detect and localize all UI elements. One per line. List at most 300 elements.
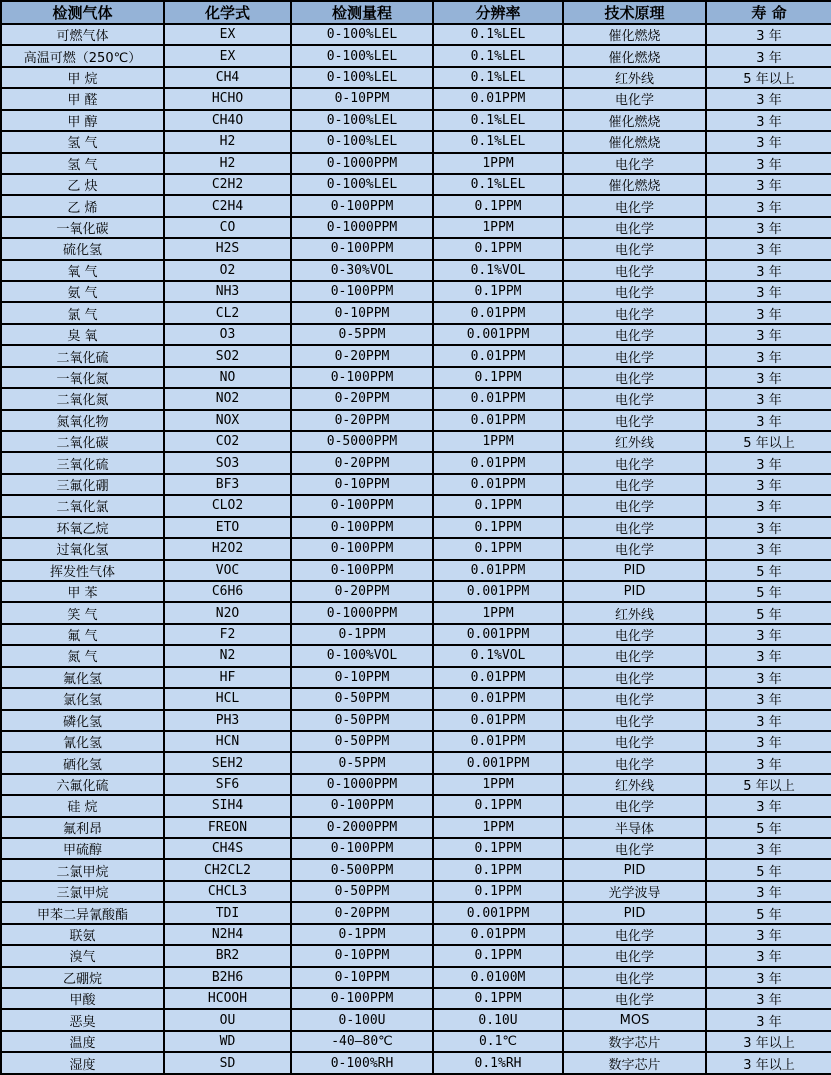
table-row [1,388,831,409]
cell-tech-principle: 电化学 [563,838,706,859]
cell-gas-name: 恶臭 [1,1009,164,1030]
cell-detection-range: 0-100PPM [291,538,433,559]
table-row [1,881,831,902]
cell-gas-name: 笑 气 [1,602,164,623]
table-row [1,988,831,1009]
cell-detection-range: 0-100%VOL [291,645,433,666]
table-row [1,174,831,195]
cell-resolution: 0.1%LEL [433,45,563,66]
cell-gas-name: 挥发性气体 [1,560,164,581]
cell-detection-range: 0-50PPM [291,688,433,709]
cell-detection-range: 0-20PPM [291,410,433,431]
cell-tech-principle: 电化学 [563,988,706,1009]
cell-lifespan: 5 年 [706,602,831,623]
cell-chemical-formula: CO [164,217,291,238]
cell-gas-name: 甲 苯 [1,581,164,602]
cell-lifespan: 5 年以上 [706,774,831,795]
cell-chemical-formula: CLO2 [164,495,291,516]
cell-detection-range: 0-1000PPM [291,774,433,795]
cell-gas-name: 一氧化碳 [1,217,164,238]
table-row [1,131,831,152]
column-header-formula: 化学式 [164,1,291,24]
cell-resolution: 0.1PPM [433,838,563,859]
cell-detection-range: 0-20PPM [291,388,433,409]
table-row [1,195,831,216]
cell-gas-name: 氰化氢 [1,731,164,752]
table-row [1,281,831,302]
cell-chemical-formula: BR2 [164,945,291,966]
column-header-range: 检测量程 [291,1,433,24]
cell-detection-range: 0-5000PPM [291,431,433,452]
table-row [1,345,831,366]
cell-lifespan: 3 年 [706,217,831,238]
cell-resolution: 0.1PPM [433,988,563,1009]
cell-gas-name: 二氧化氮 [1,388,164,409]
cell-gas-name: 环氧乙烷 [1,517,164,538]
cell-gas-name: 溴气 [1,945,164,966]
cell-lifespan: 3 年 [706,495,831,516]
cell-detection-range: 0-100PPM [291,495,433,516]
cell-tech-principle: PID [563,560,706,581]
cell-tech-principle: 电化学 [563,795,706,816]
cell-gas-name: 过氧化氢 [1,538,164,559]
cell-lifespan: 3 年 [706,517,831,538]
cell-resolution: 0.1PPM [433,367,563,388]
cell-chemical-formula: FREON [164,817,291,838]
cell-lifespan: 3 年 [706,302,831,323]
cell-chemical-formula: CH4O [164,110,291,131]
cell-lifespan: 3 年 [706,260,831,281]
table-row [1,710,831,731]
cell-chemical-formula: SO2 [164,345,291,366]
cell-resolution: 0.1%LEL [433,24,563,45]
cell-lifespan: 3 年 [706,667,831,688]
cell-resolution: 0.10U [433,1009,563,1030]
cell-tech-principle: 电化学 [563,452,706,473]
cell-lifespan: 3 年 [706,45,831,66]
cell-lifespan: 3 年 [706,131,831,152]
cell-resolution: 0.1PPM [433,517,563,538]
cell-lifespan: 3 年 [706,110,831,131]
cell-chemical-formula: CHCL3 [164,881,291,902]
cell-detection-range: 0-1000PPM [291,602,433,623]
table-row [1,902,831,923]
cell-resolution: 0.01PPM [433,474,563,495]
cell-chemical-formula: OU [164,1009,291,1030]
table-row [1,967,831,988]
table-row [1,795,831,816]
cell-chemical-formula: C6H6 [164,581,291,602]
cell-lifespan: 5 年 [706,581,831,602]
cell-gas-name: 硫化氢 [1,238,164,259]
cell-resolution: 0.1PPM [433,538,563,559]
cell-resolution: 0.001PPM [433,624,563,645]
cell-detection-range: 0-100%RH [291,1052,433,1074]
cell-detection-range: 0-10PPM [291,302,433,323]
table-row [1,217,831,238]
cell-gas-name: 氨 气 [1,281,164,302]
cell-resolution: 1PPM [433,217,563,238]
cell-chemical-formula: H2 [164,131,291,152]
table-row [1,538,831,559]
cell-resolution: 0.001PPM [433,902,563,923]
cell-resolution: 0.01PPM [433,345,563,366]
cell-lifespan: 3 年 [706,410,831,431]
cell-lifespan: 3 年 [706,24,831,45]
cell-tech-principle: 催化燃烧 [563,110,706,131]
cell-lifespan: 3 年 [706,945,831,966]
column-header-lifespan: 寿 命 [706,1,831,24]
cell-resolution: 0.1PPM [433,238,563,259]
cell-tech-principle: 红外线 [563,774,706,795]
cell-chemical-formula: NH3 [164,281,291,302]
cell-detection-range: 0-100PPM [291,281,433,302]
cell-resolution: 0.1%RH [433,1052,563,1074]
cell-detection-range: 0-20PPM [291,581,433,602]
cell-gas-name: 氯 气 [1,302,164,323]
cell-lifespan: 3 年以上 [706,1052,831,1074]
cell-resolution: 0.01PPM [433,731,563,752]
cell-detection-range: 0-100%LEL [291,67,433,88]
cell-tech-principle: 电化学 [563,324,706,345]
cell-detection-range: 0-100PPM [291,517,433,538]
cell-detection-range: 0-20PPM [291,452,433,473]
cell-lifespan: 3 年 [706,538,831,559]
cell-chemical-formula: CH4S [164,838,291,859]
header-row [1,1,831,24]
cell-resolution: 0.01PPM [433,560,563,581]
cell-chemical-formula: O3 [164,324,291,345]
cell-tech-principle: 催化燃烧 [563,24,706,45]
cell-lifespan: 3 年 [706,710,831,731]
cell-detection-range: 0-100%LEL [291,24,433,45]
cell-tech-principle: 电化学 [563,474,706,495]
cell-lifespan: 3 年 [706,688,831,709]
cell-resolution: 0.1PPM [433,881,563,902]
table-row [1,153,831,174]
cell-tech-principle: 电化学 [563,153,706,174]
cell-chemical-formula: HCOOH [164,988,291,1009]
cell-chemical-formula: VOC [164,560,291,581]
cell-chemical-formula: HCHO [164,88,291,109]
cell-tech-principle: 电化学 [563,495,706,516]
cell-detection-range: 0-100PPM [291,988,433,1009]
cell-gas-name: 三氧化硫 [1,452,164,473]
column-header-resolution: 分辨率 [433,1,563,24]
cell-lifespan: 3 年 [706,731,831,752]
cell-detection-range: 0-100PPM [291,367,433,388]
cell-resolution: 0.01PPM [433,302,563,323]
cell-resolution: 0.1PPM [433,495,563,516]
cell-tech-principle: 电化学 [563,367,706,388]
cell-chemical-formula: N2O [164,602,291,623]
cell-gas-name: 氮氧化物 [1,410,164,431]
cell-resolution: 0.1PPM [433,195,563,216]
cell-gas-name: 甲苯二异氰酸酯 [1,902,164,923]
cell-detection-range: 0-100%LEL [291,45,433,66]
cell-detection-range: 0-5PPM [291,752,433,773]
cell-tech-principle: 电化学 [563,538,706,559]
cell-chemical-formula: N2H4 [164,924,291,945]
cell-chemical-formula: CL2 [164,302,291,323]
cell-detection-range: 0-10PPM [291,967,433,988]
cell-tech-principle: 半导体 [563,817,706,838]
cell-chemical-formula: CO2 [164,431,291,452]
cell-resolution: 0.01PPM [433,667,563,688]
table-header [1,1,831,24]
table-row [1,1009,831,1030]
cell-resolution: 1PPM [433,774,563,795]
cell-detection-range: 0-1000PPM [291,217,433,238]
cell-detection-range: 0-10PPM [291,474,433,495]
cell-chemical-formula: ETO [164,517,291,538]
cell-tech-principle: 电化学 [563,645,706,666]
cell-lifespan: 3 年 [706,388,831,409]
cell-lifespan: 5 年 [706,817,831,838]
table-row [1,731,831,752]
cell-chemical-formula: SIH4 [164,795,291,816]
table-body [1,24,831,1074]
cell-lifespan: 3 年 [706,1009,831,1030]
cell-tech-principle: 电化学 [563,302,706,323]
cell-detection-range: 0-20PPM [291,902,433,923]
table-row [1,859,831,880]
cell-tech-principle: 电化学 [563,752,706,773]
table-row [1,238,831,259]
cell-resolution: 0.001PPM [433,324,563,345]
cell-tech-principle: 电化学 [563,731,706,752]
cell-tech-principle: PID [563,581,706,602]
cell-tech-principle: 红外线 [563,602,706,623]
cell-lifespan: 3 年 [706,795,831,816]
cell-gas-name: 甲 醛 [1,88,164,109]
cell-resolution: 0.1%LEL [433,131,563,152]
cell-gas-name: 二氧化硫 [1,345,164,366]
cell-resolution: 0.1%VOL [433,260,563,281]
table-row [1,560,831,581]
cell-lifespan: 5 年以上 [706,431,831,452]
cell-gas-name: 氮 气 [1,645,164,666]
cell-chemical-formula: H2 [164,153,291,174]
cell-detection-range: 0-100PPM [291,560,433,581]
cell-detection-range: 0-50PPM [291,731,433,752]
cell-resolution: 0.1PPM [433,281,563,302]
cell-detection-range: 0-100PPM [291,238,433,259]
cell-lifespan: 3 年 [706,238,831,259]
cell-lifespan: 3 年 [706,174,831,195]
cell-chemical-formula: CH2CL2 [164,859,291,880]
column-header-gas: 检测气体 [1,1,164,24]
table-row [1,945,831,966]
cell-resolution: 0.1%LEL [433,174,563,195]
cell-chemical-formula: N2 [164,645,291,666]
cell-lifespan: 3 年以上 [706,1031,831,1052]
table-row [1,110,831,131]
cell-tech-principle: 电化学 [563,517,706,538]
cell-lifespan: 3 年 [706,924,831,945]
cell-chemical-formula: NO [164,367,291,388]
cell-lifespan: 3 年 [706,452,831,473]
cell-gas-name: 乙硼烷 [1,967,164,988]
cell-gas-name: 二氧化氯 [1,495,164,516]
cell-lifespan: 3 年 [706,752,831,773]
table-row [1,45,831,66]
cell-tech-principle: PID [563,859,706,880]
cell-resolution: 0.01PPM [433,710,563,731]
cell-gas-name: 联氨 [1,924,164,945]
cell-gas-name: 温度 [1,1031,164,1052]
cell-detection-range: 0-1000PPM [291,153,433,174]
cell-resolution: 0.01PPM [433,410,563,431]
cell-resolution: 0.1PPM [433,795,563,816]
cell-detection-range: 0-30%VOL [291,260,433,281]
table-row [1,260,831,281]
cell-tech-principle: 电化学 [563,217,706,238]
cell-lifespan: 5 年 [706,859,831,880]
cell-lifespan: 3 年 [706,345,831,366]
cell-chemical-formula: C2H4 [164,195,291,216]
cell-chemical-formula: NO2 [164,388,291,409]
table-row [1,624,831,645]
cell-detection-range: 0-5PPM [291,324,433,345]
cell-lifespan: 5 年 [706,560,831,581]
cell-resolution: 0.1%LEL [433,67,563,88]
cell-tech-principle: 电化学 [563,967,706,988]
cell-chemical-formula: C2H2 [164,174,291,195]
cell-chemical-formula: PH3 [164,710,291,731]
cell-resolution: 0.1PPM [433,859,563,880]
cell-gas-name: 乙 烯 [1,195,164,216]
cell-gas-name: 六氟化硫 [1,774,164,795]
cell-gas-name: 二氯甲烷 [1,859,164,880]
table-row [1,838,831,859]
table-row [1,88,831,109]
cell-tech-principle: 光学波导 [563,881,706,902]
table-row [1,924,831,945]
cell-chemical-formula: H2S [164,238,291,259]
table-row [1,752,831,773]
table-row [1,431,831,452]
cell-gas-name: 高温可燃（250℃） [1,45,164,66]
cell-gas-name: 甲 醇 [1,110,164,131]
cell-detection-range: 0-1PPM [291,924,433,945]
cell-gas-name: 可燃气体 [1,24,164,45]
cell-resolution: 0.01PPM [433,388,563,409]
cell-lifespan: 3 年 [706,195,831,216]
table-row [1,774,831,795]
cell-lifespan: 3 年 [706,988,831,1009]
cell-lifespan: 5 年以上 [706,67,831,88]
cell-chemical-formula: NOX [164,410,291,431]
cell-tech-principle: 数字芯片 [563,1031,706,1052]
cell-gas-name: 氟 气 [1,624,164,645]
cell-tech-principle: 电化学 [563,388,706,409]
cell-resolution: 0.1%VOL [433,645,563,666]
cell-detection-range: 0-100%LEL [291,131,433,152]
cell-tech-principle: 数字芯片 [563,1052,706,1074]
table-row [1,24,831,45]
cell-resolution: 1PPM [433,817,563,838]
cell-gas-name: 氢 气 [1,131,164,152]
cell-resolution: 0.1%LEL [433,110,563,131]
cell-gas-name: 氯化氢 [1,688,164,709]
cell-lifespan: 3 年 [706,881,831,902]
cell-lifespan: 5 年 [706,902,831,923]
cell-resolution: 0.01PPM [433,924,563,945]
cell-chemical-formula: SEH2 [164,752,291,773]
table-row [1,667,831,688]
table-row [1,410,831,431]
cell-resolution: 0.1PPM [433,945,563,966]
cell-resolution: 0.01PPM [433,452,563,473]
cell-detection-range: 0-20PPM [291,345,433,366]
cell-chemical-formula: EX [164,24,291,45]
cell-detection-range: -40—80℃ [291,1031,433,1052]
cell-resolution: 0.001PPM [433,752,563,773]
cell-lifespan: 3 年 [706,88,831,109]
cell-detection-range: 0-10PPM [291,667,433,688]
cell-tech-principle: 电化学 [563,624,706,645]
cell-tech-principle: 电化学 [563,667,706,688]
cell-chemical-formula: F2 [164,624,291,645]
cell-detection-range: 0-1PPM [291,624,433,645]
cell-detection-range: 0-100%LEL [291,174,433,195]
cell-detection-range: 0-500PPM [291,859,433,880]
table-row [1,688,831,709]
cell-lifespan: 3 年 [706,624,831,645]
table-row [1,452,831,473]
cell-detection-range: 0-100U [291,1009,433,1030]
cell-chemical-formula: H2O2 [164,538,291,559]
cell-detection-range: 0-100PPM [291,795,433,816]
cell-tech-principle: 催化燃烧 [563,174,706,195]
cell-gas-name: 氟利昂 [1,817,164,838]
cell-lifespan: 3 年 [706,645,831,666]
column-header-principle: 技术原理 [563,1,706,24]
cell-lifespan: 3 年 [706,838,831,859]
cell-chemical-formula: BF3 [164,474,291,495]
table-row [1,817,831,838]
cell-resolution: 1PPM [433,431,563,452]
cell-gas-name: 甲硫醇 [1,838,164,859]
cell-lifespan: 3 年 [706,281,831,302]
cell-tech-principle: 电化学 [563,924,706,945]
cell-tech-principle: 电化学 [563,688,706,709]
table-row [1,495,831,516]
cell-gas-name: 臭 氧 [1,324,164,345]
table-row [1,474,831,495]
cell-tech-principle: PID [563,902,706,923]
cell-tech-principle: 电化学 [563,195,706,216]
cell-tech-principle: 电化学 [563,710,706,731]
table-row [1,67,831,88]
cell-detection-range: 0-100PPM [291,838,433,859]
cell-resolution: 0.0100M [433,967,563,988]
cell-resolution: 0.1℃ [433,1031,563,1052]
cell-tech-principle: 电化学 [563,281,706,302]
cell-tech-principle: 电化学 [563,410,706,431]
cell-gas-name: 氟化氢 [1,667,164,688]
cell-tech-principle: 催化燃烧 [563,131,706,152]
table-row [1,1031,831,1052]
table-row [1,645,831,666]
cell-tech-principle: 电化学 [563,260,706,281]
cell-detection-range: 0-100%LEL [291,110,433,131]
cell-detection-range: 0-100PPM [291,195,433,216]
cell-resolution: 0.01PPM [433,688,563,709]
table-row [1,324,831,345]
cell-chemical-formula: HCN [164,731,291,752]
